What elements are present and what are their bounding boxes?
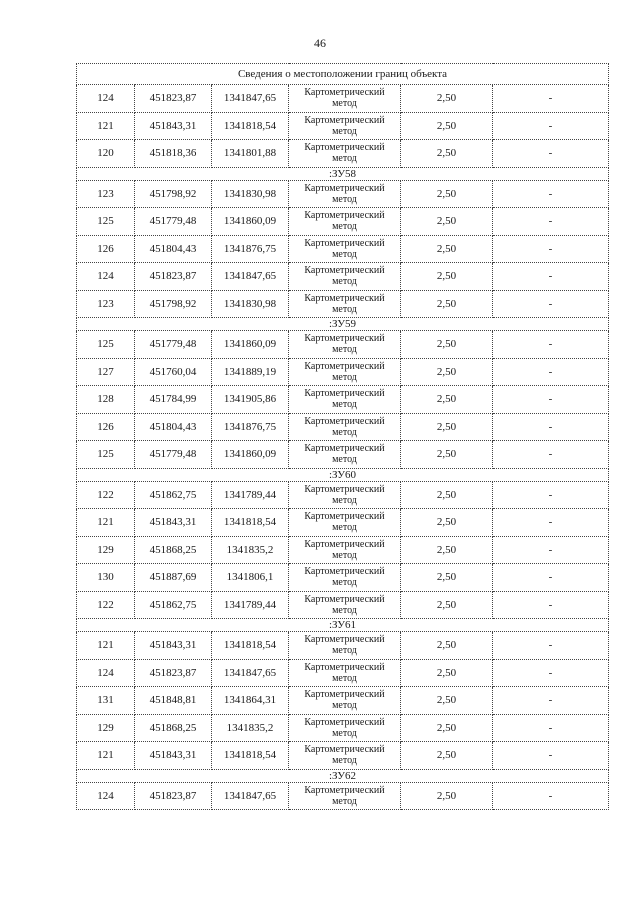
description-cell: - [493, 536, 609, 564]
table-row [77, 441, 609, 469]
table-row [77, 85, 609, 113]
method-cell [289, 358, 401, 386]
table-row [77, 180, 609, 208]
description-cell: - [493, 112, 609, 140]
coord-y-cell: 1341835,2 [212, 714, 289, 742]
point-number-cell: 127 [77, 358, 135, 386]
method-cell [289, 536, 401, 564]
point-number-cell: 125 [77, 208, 135, 236]
description-cell: - [493, 509, 609, 537]
method-line-1: Картометрический [304, 265, 385, 277]
coord-y-cell: 1341876,75 [212, 413, 289, 441]
point-number-cell: 130 [77, 564, 135, 592]
page-number: 46 [314, 36, 326, 50]
method-line-2: метод [332, 276, 357, 288]
method-line-2: метод [332, 303, 357, 315]
table-row [77, 386, 609, 414]
method-line-2: метод [332, 795, 357, 807]
method-cell [289, 140, 401, 168]
coord-x-cell: 451887,69 [135, 564, 212, 592]
point-number-cell: 123 [77, 290, 135, 318]
method-line-2: метод [332, 755, 357, 767]
method-line-1: Картометрический [304, 661, 385, 673]
method-cell [289, 112, 401, 140]
method-line-1: Картометрический [304, 511, 385, 523]
description-cell: - [493, 140, 609, 168]
method-line-2: метод [332, 645, 357, 657]
method-line-2: метод [332, 454, 357, 466]
method-cell [289, 509, 401, 537]
method-line-1: Картометрический [304, 593, 385, 605]
description-cell: - [493, 687, 609, 715]
description-cell: - [493, 235, 609, 263]
coord-y-cell: 1341789,44 [212, 481, 289, 509]
accuracy-cell: 2,50 [401, 591, 493, 619]
coord-x-cell: 451818,36 [135, 140, 212, 168]
method-cell [289, 263, 401, 291]
point-number-cell: 124 [77, 782, 135, 810]
method-line-2: метод [332, 604, 357, 616]
coord-y-cell: 1341830,98 [212, 180, 289, 208]
point-number-cell: 122 [77, 591, 135, 619]
table-row [77, 564, 609, 592]
accuracy-cell: 2,50 [401, 481, 493, 509]
point-number-cell: 124 [77, 659, 135, 687]
accuracy-cell: 2,50 [401, 536, 493, 564]
method-line-1: Картометрический [304, 716, 385, 728]
method-line-1: Картометрический [304, 689, 385, 701]
coord-x-cell: 451779,48 [135, 441, 212, 469]
table-row [77, 235, 609, 263]
accuracy-cell: 2,50 [401, 208, 493, 236]
table-row [77, 290, 609, 318]
table-row [77, 112, 609, 140]
accuracy-cell: 2,50 [401, 85, 493, 113]
description-cell: - [493, 782, 609, 810]
coord-x-cell: 451843,31 [135, 632, 212, 660]
accuracy-cell: 2,50 [401, 358, 493, 386]
accuracy-cell: 2,50 [401, 659, 493, 687]
boundary-coordinates-table [76, 63, 609, 810]
section-row [77, 318, 609, 331]
method-line-1: Картометрический [304, 744, 385, 756]
method-cell [289, 591, 401, 619]
point-number-cell: 125 [77, 331, 135, 359]
method-cell [289, 714, 401, 742]
coord-x-cell: 451804,43 [135, 235, 212, 263]
description-cell: - [493, 331, 609, 359]
table-row [77, 687, 609, 715]
coord-x-cell: 451823,87 [135, 782, 212, 810]
description-cell: - [493, 632, 609, 660]
description-cell: - [493, 180, 609, 208]
accuracy-cell: 2,50 [401, 235, 493, 263]
point-number-cell: 120 [77, 140, 135, 168]
table-row [77, 659, 609, 687]
accuracy-cell: 2,50 [401, 140, 493, 168]
table-row [77, 140, 609, 168]
method-line-2: метод [332, 153, 357, 165]
coord-y-cell: 1341818,54 [212, 112, 289, 140]
section-label: :ЗУ59 [77, 318, 609, 331]
coord-x-cell: 451862,75 [135, 591, 212, 619]
description-cell: - [493, 481, 609, 509]
coord-y-cell: 1341905,86 [212, 386, 289, 414]
table-row [77, 591, 609, 619]
coord-y-cell: 1341889,19 [212, 358, 289, 386]
coord-y-cell: 1341847,65 [212, 85, 289, 113]
coord-y-cell: 1341806,1 [212, 564, 289, 592]
coord-x-cell: 451843,31 [135, 509, 212, 537]
method-line-2: метод [332, 672, 357, 684]
table-row [77, 263, 609, 291]
point-number-cell: 126 [77, 235, 135, 263]
accuracy-cell: 2,50 [401, 413, 493, 441]
method-cell [289, 564, 401, 592]
accuracy-cell: 2,50 [401, 509, 493, 537]
table-row [77, 358, 609, 386]
point-number-cell: 131 [77, 687, 135, 715]
point-number-cell: 128 [77, 386, 135, 414]
method-line-1: Картометрический [304, 634, 385, 646]
method-cell [289, 687, 401, 715]
method-line-1: Картометрический [304, 443, 385, 455]
method-cell [289, 659, 401, 687]
description-cell: - [493, 208, 609, 236]
point-number-cell: 129 [77, 714, 135, 742]
description-cell: - [493, 659, 609, 687]
section-row [77, 769, 609, 782]
accuracy-cell: 2,50 [401, 180, 493, 208]
coord-y-cell: 1341789,44 [212, 591, 289, 619]
coord-x-cell: 451848,81 [135, 687, 212, 715]
accuracy-cell: 2,50 [401, 782, 493, 810]
coord-y-cell: 1341847,65 [212, 782, 289, 810]
point-number-cell: 121 [77, 112, 135, 140]
coord-y-cell: 1341860,09 [212, 441, 289, 469]
coord-x-cell: 451868,25 [135, 536, 212, 564]
section-row [77, 619, 609, 632]
table-row [77, 782, 609, 810]
description-cell: - [493, 564, 609, 592]
table-row [77, 714, 609, 742]
coord-x-cell: 451843,31 [135, 112, 212, 140]
description-cell: - [493, 591, 609, 619]
point-number-cell: 121 [77, 632, 135, 660]
accuracy-cell: 2,50 [401, 742, 493, 770]
method-cell [289, 782, 401, 810]
coord-y-cell: 1341847,65 [212, 263, 289, 291]
coord-y-cell: 1341818,54 [212, 509, 289, 537]
coord-x-cell: 451779,48 [135, 331, 212, 359]
table-row [77, 632, 609, 660]
section-row [77, 468, 609, 481]
method-line-1: Картометрический [304, 333, 385, 345]
point-number-cell: 123 [77, 180, 135, 208]
accuracy-cell: 2,50 [401, 687, 493, 715]
accuracy-cell: 2,50 [401, 263, 493, 291]
description-cell: - [493, 85, 609, 113]
method-line-1: Картометрический [304, 538, 385, 550]
coord-x-cell: 451862,75 [135, 481, 212, 509]
table-row [77, 208, 609, 236]
description-cell: - [493, 441, 609, 469]
method-line-1: Картометрический [304, 415, 385, 427]
coord-y-cell: 1341818,54 [212, 632, 289, 660]
coord-y-cell: 1341835,2 [212, 536, 289, 564]
method-line-1: Картометрический [304, 388, 385, 400]
method-line-1: Картометрический [304, 784, 385, 796]
point-number-cell: 121 [77, 742, 135, 770]
description-cell: - [493, 263, 609, 291]
method-cell [289, 413, 401, 441]
method-cell [289, 208, 401, 236]
method-line-1: Картометрический [304, 566, 385, 578]
coord-y-cell: 1341830,98 [212, 290, 289, 318]
method-line-2: метод [332, 522, 357, 534]
coord-x-cell: 451798,92 [135, 290, 212, 318]
method-line-1: Картометрический [304, 237, 385, 249]
accuracy-cell: 2,50 [401, 714, 493, 742]
method-cell [289, 386, 401, 414]
accuracy-cell: 2,50 [401, 290, 493, 318]
method-line-2: метод [332, 399, 357, 411]
table-title: Сведения о местоположении границ объекта [77, 64, 609, 85]
section-row [77, 167, 609, 180]
method-cell [289, 481, 401, 509]
coord-x-cell: 451868,25 [135, 714, 212, 742]
coord-x-cell: 451843,31 [135, 742, 212, 770]
method-line-2: метод [332, 577, 357, 589]
coord-x-cell: 451760,04 [135, 358, 212, 386]
method-line-1: Картометрический [304, 210, 385, 222]
coord-y-cell: 1341876,75 [212, 235, 289, 263]
description-cell: - [493, 358, 609, 386]
section-label: :ЗУ58 [77, 167, 609, 180]
point-number-cell: 122 [77, 481, 135, 509]
table-row [77, 331, 609, 359]
method-line-2: метод [332, 344, 357, 356]
coord-x-cell: 451804,43 [135, 413, 212, 441]
method-line-2: метод [332, 727, 357, 739]
accuracy-cell: 2,50 [401, 441, 493, 469]
coord-x-cell: 451784,99 [135, 386, 212, 414]
method-cell [289, 290, 401, 318]
point-number-cell: 129 [77, 536, 135, 564]
method-cell [289, 180, 401, 208]
coord-y-cell: 1341860,09 [212, 331, 289, 359]
method-line-1: Картометрический [304, 182, 385, 194]
table-row [77, 742, 609, 770]
method-line-1: Картометрический [304, 483, 385, 495]
method-line-2: метод [332, 98, 357, 110]
coord-x-cell: 451798,92 [135, 180, 212, 208]
coord-x-cell: 451823,87 [135, 85, 212, 113]
coord-x-cell: 451823,87 [135, 263, 212, 291]
description-cell: - [493, 290, 609, 318]
method-cell [289, 742, 401, 770]
method-line-1: Картометрический [304, 114, 385, 126]
method-line-2: метод [332, 700, 357, 712]
method-cell [289, 331, 401, 359]
method-line-1: Картометрический [304, 292, 385, 304]
method-line-2: метод [332, 371, 357, 383]
description-cell: - [493, 714, 609, 742]
coord-y-cell: 1341860,09 [212, 208, 289, 236]
method-cell [289, 85, 401, 113]
table-row [77, 481, 609, 509]
method-line-2: метод [332, 426, 357, 438]
point-number-cell: 126 [77, 413, 135, 441]
description-cell: - [493, 413, 609, 441]
coord-y-cell: 1341847,65 [212, 659, 289, 687]
method-cell [289, 632, 401, 660]
accuracy-cell: 2,50 [401, 632, 493, 660]
method-line-2: метод [332, 549, 357, 561]
point-number-cell: 125 [77, 441, 135, 469]
description-cell: - [493, 386, 609, 414]
method-line-2: метод [332, 193, 357, 205]
coord-y-cell: 1341818,54 [212, 742, 289, 770]
table-row [77, 509, 609, 537]
coord-x-cell: 451779,48 [135, 208, 212, 236]
method-line-1: Картометрический [304, 87, 385, 99]
accuracy-cell: 2,50 [401, 564, 493, 592]
section-label: :ЗУ61 [77, 619, 609, 632]
point-number-cell: 121 [77, 509, 135, 537]
coord-y-cell: 1341864,31 [212, 687, 289, 715]
coord-x-cell: 451823,87 [135, 659, 212, 687]
accuracy-cell: 2,50 [401, 112, 493, 140]
method-line-2: метод [332, 125, 357, 137]
method-line-2: метод [332, 494, 357, 506]
coord-y-cell: 1341801,88 [212, 140, 289, 168]
description-cell: - [493, 742, 609, 770]
method-cell [289, 441, 401, 469]
section-label: :ЗУ60 [77, 468, 609, 481]
point-number-cell: 124 [77, 85, 135, 113]
accuracy-cell: 2,50 [401, 331, 493, 359]
table-row [77, 413, 609, 441]
accuracy-cell: 2,50 [401, 386, 493, 414]
method-line-2: метод [332, 248, 357, 260]
method-cell [289, 235, 401, 263]
method-line-2: метод [332, 221, 357, 233]
point-number-cell: 124 [77, 263, 135, 291]
table-row [77, 536, 609, 564]
method-line-1: Картометрический [304, 360, 385, 372]
method-line-1: Картометрический [304, 142, 385, 154]
table-header-row [77, 64, 609, 85]
section-label: :ЗУ62 [77, 769, 609, 782]
